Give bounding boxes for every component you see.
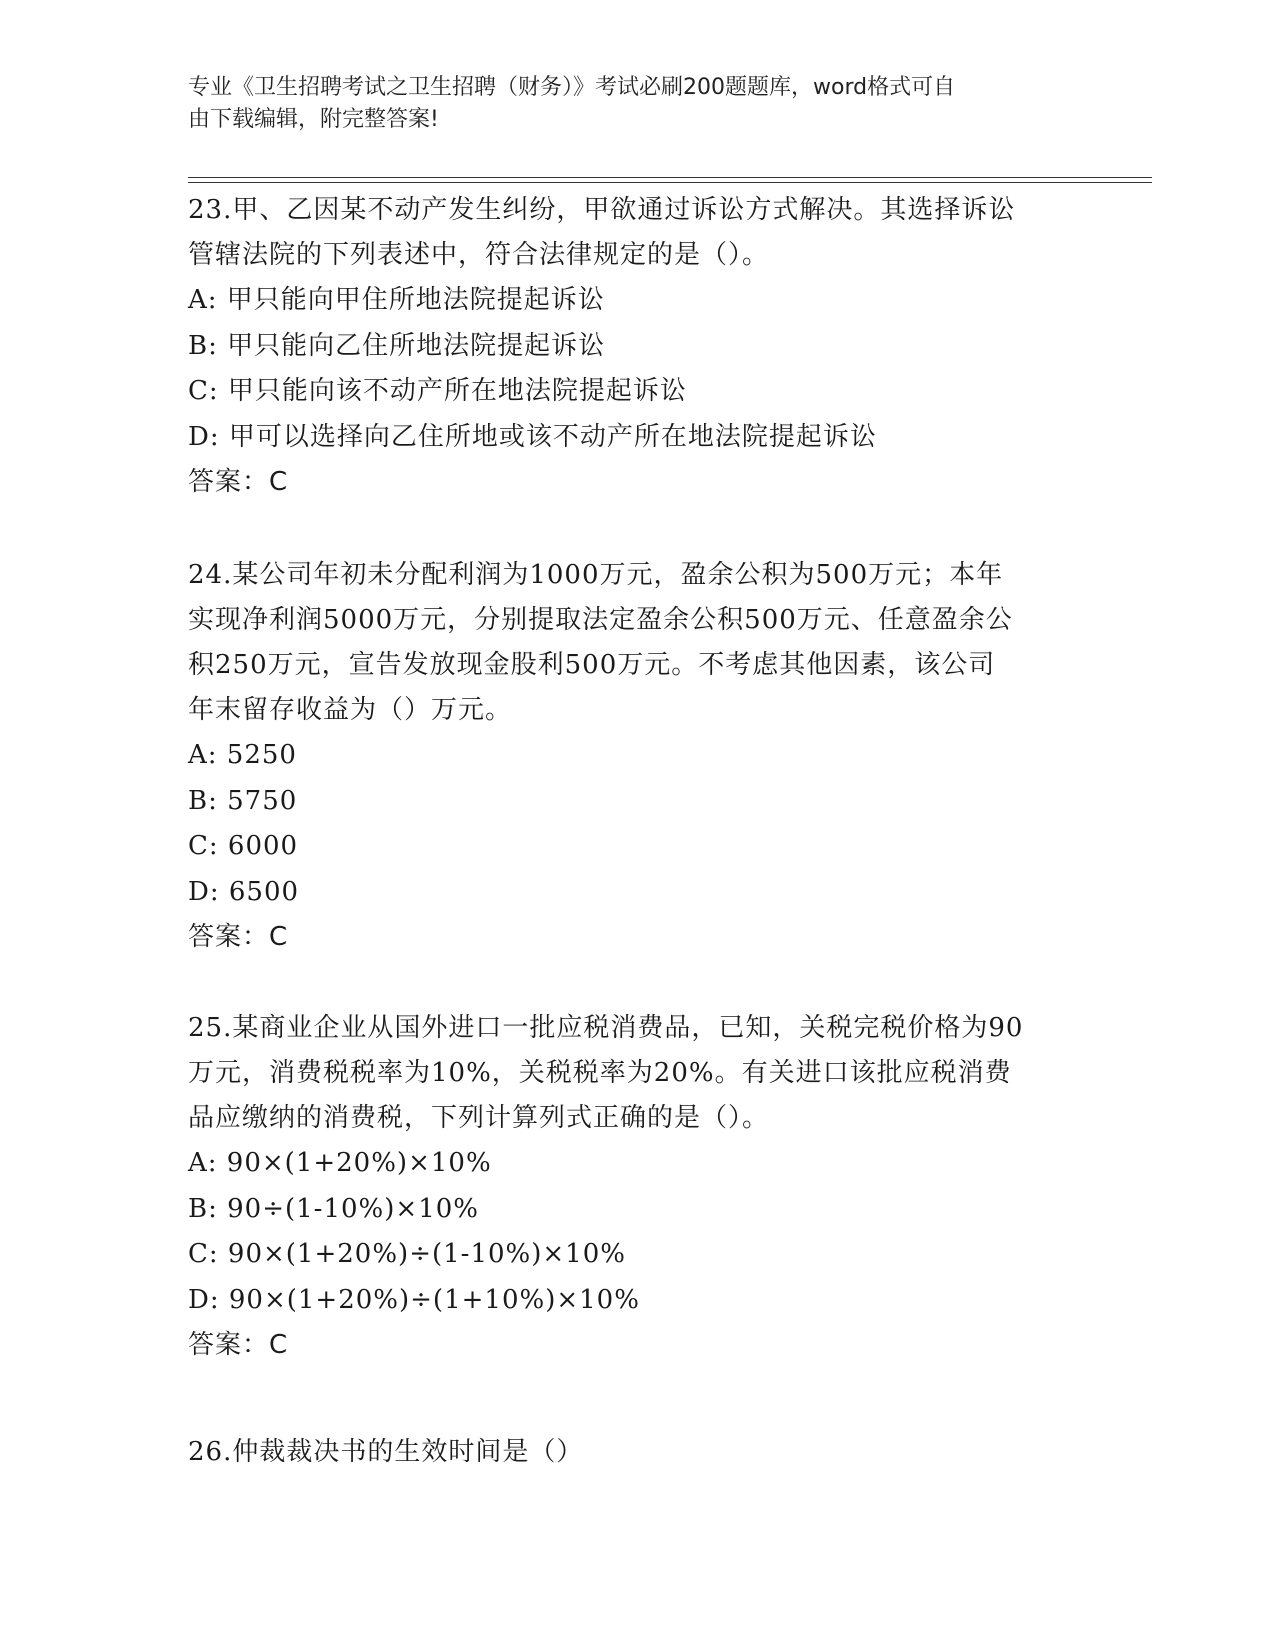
option-b: B: 甲只能向乙住所地法院提起诉讼 [188,330,606,361]
question-stem-line: 25.某商业企业从国外进口一批应税消费品，已知，关税完税价格为90 [188,1013,1024,1043]
question-stem-line: 24.某公司年初未分配利润为1000万元，盈余公积为500万元；本年 [188,560,1004,590]
question-stem-line: 管辖法院的下列表述中，符合法律规定的是（）。 [188,240,770,270]
option-c: C: 甲只能向该不动产所在地法院提起诉讼 [188,376,687,406]
question-25 [188,1006,1078,1368]
question-23 [188,188,1078,505]
question-stem-line: 26.仲裁裁决书的生效时间是（） [188,1437,584,1467]
question-26 [188,1430,1078,1475]
header-line-2: 由下载编辑，附完整答案! [188,107,439,132]
option-d: D: 甲可以选择向乙住所地或该不动产所在地法院提起诉讼 [188,421,877,452]
option-a: A: 甲只能向甲住所地法院提起诉讼 [188,285,605,315]
answer-line: 答案：C [188,1330,289,1360]
option-c: C: 6000 [188,831,299,861]
option-b: B: 5750 [188,785,298,816]
header-line-1: 专业《卫生招聘考试之卫生招聘（财务）》考试必刷200题题库，word格式可自 [188,75,956,100]
option-d: D: 6500 [188,876,300,907]
document-header [188,72,1068,136]
question-stem-line: 万元，消费税税率为10%，关税税率为20%。有关进口该批应税消费 [188,1058,1012,1088]
question-stem-line: 年末留存收益为（）万元。 [188,695,513,725]
answer-line: 答案：C [188,467,289,497]
option-a: A: 90×(1+20%)×10% [188,1148,492,1178]
option-c: C: 90×(1+20%)÷(1-10%)×10% [188,1239,626,1269]
question-24 [188,553,1078,960]
question-stem-line: 品应缴纳的消费税，下列计算列式正确的是（）。 [188,1103,770,1133]
header-divider-top [188,177,1152,178]
question-stem-line: 实现净利润5000万元，分别提取法定盈余公积500万元、任意盈余公 [188,605,1013,635]
question-stem-line: 23.甲、乙因某不动产发生纠纷，甲欲通过诉讼方式解决。其选择诉讼 [188,195,1016,225]
header-divider-bottom [188,182,1152,183]
option-b: B: 90÷(1-10%)×10% [188,1193,479,1224]
option-a: A: 5250 [188,740,297,770]
answer-line: 答案：C [188,922,289,952]
question-stem-line: 积250万元，宣告发放现金股利500万元。不考虑其他因素，该公司 [188,650,996,680]
option-d: D: 90×(1+20%)÷(1+10%)×10% [188,1284,640,1315]
